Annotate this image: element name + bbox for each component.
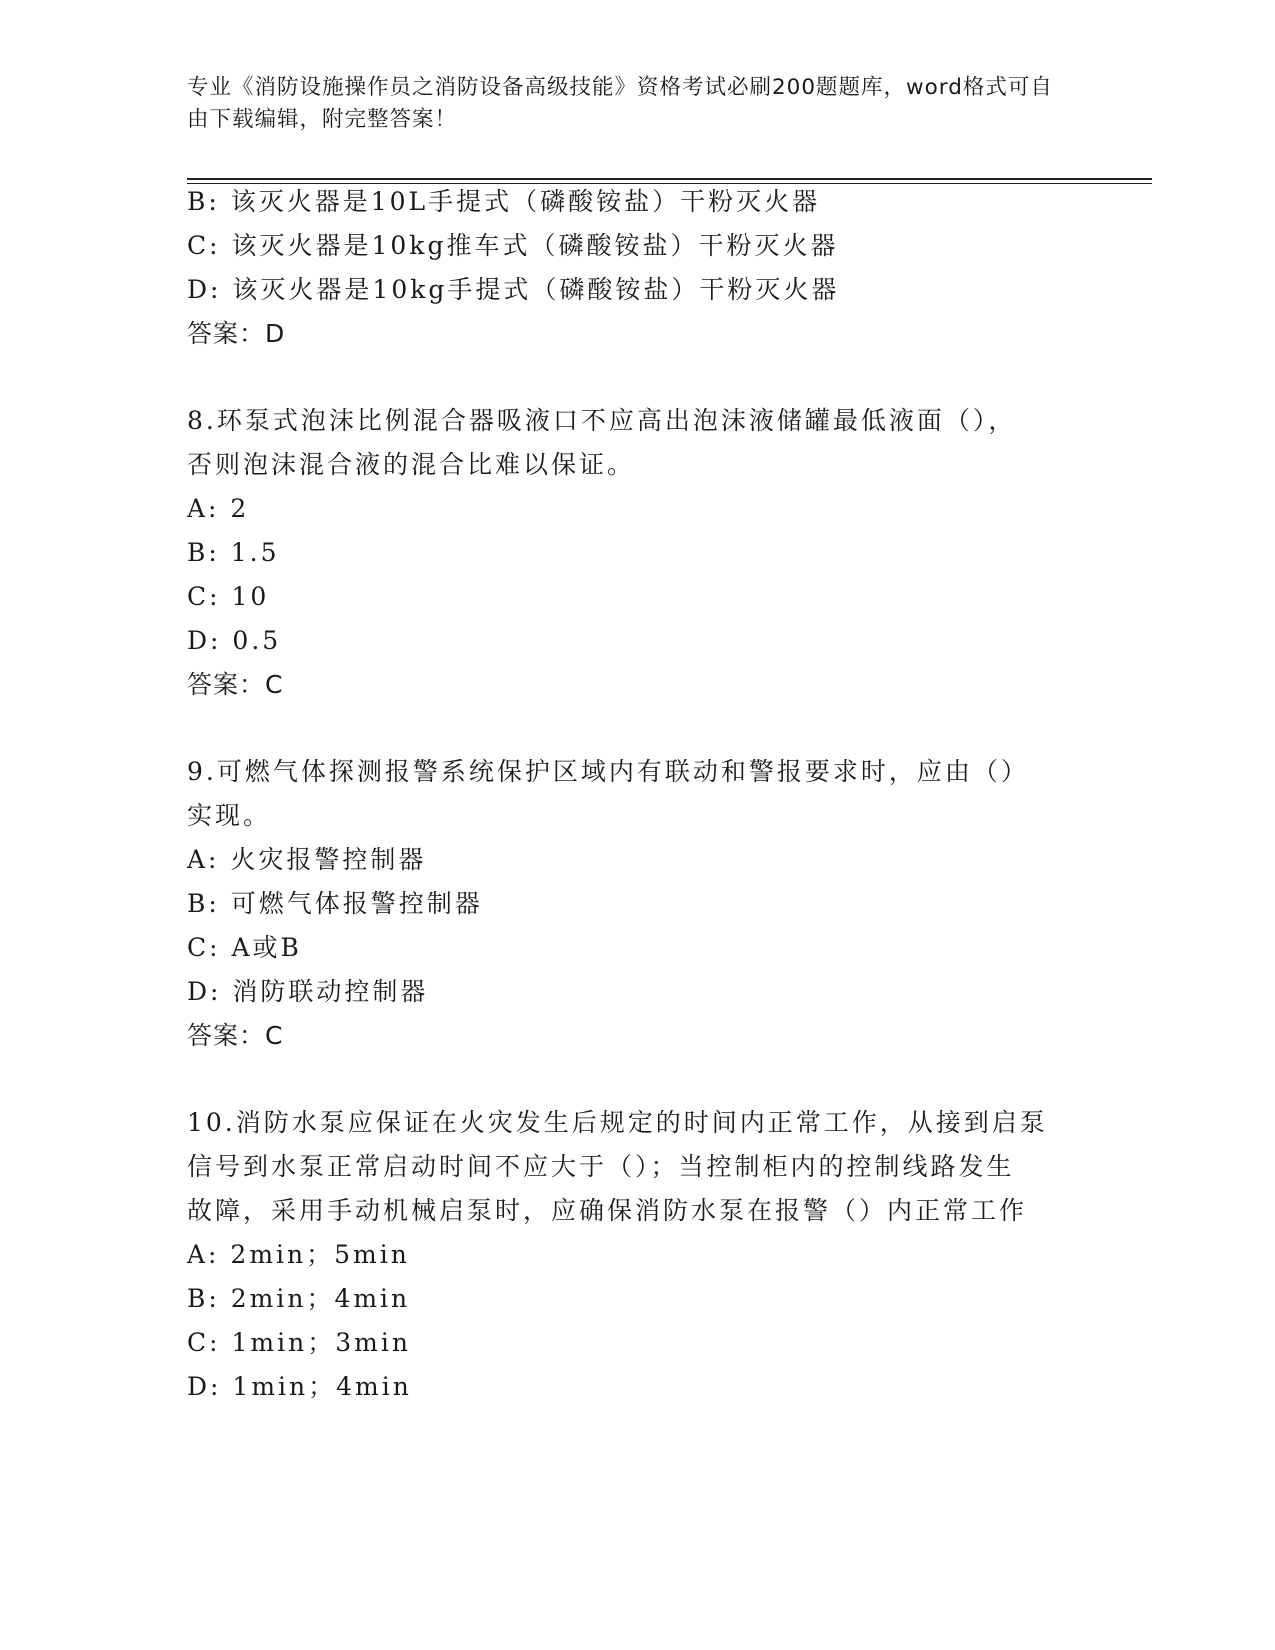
- q10-option-d: D: 1min；4min: [187, 1372, 412, 1401]
- q8-option-d: D: 0.5: [187, 626, 282, 655]
- q8-stem-line-1: 8.环泵式泡沫比例混合器吸液口不应高出泡沫液储罐最低液面（），: [187, 406, 1017, 435]
- q9-answer: 答案：C: [187, 1021, 284, 1050]
- q9-option-a: A: 火灾报警控制器: [187, 845, 427, 874]
- q10-stem-line-1: 10.消防水泵应保证在火灾发生后规定的时间内正常工作，从接到启泵: [187, 1108, 1048, 1137]
- q8-stem-line-2: 否则泡沫混合液的混合比难以保证。: [187, 450, 636, 479]
- header-divider-thin: [187, 183, 1152, 184]
- q7-option-d: D: 该灭火器是10kg手提式（磷酸铵盐）干粉灭火器: [187, 275, 840, 304]
- document-header: 专业《消防设施操作员之消防设备高级技能》资格考试必刷200题题库，word格式可自由下载编辑，附完整答案！: [187, 75, 1053, 132]
- q9-option-b: B: 可燃气体报警控制器: [187, 889, 483, 918]
- q8-option-b: B: 1.5: [187, 538, 280, 567]
- q10-stem-line-3: 故障，采用手动机械启泵时，应确保消防水泵在报警（）内正常工作: [187, 1196, 1028, 1225]
- q9-stem-line-2: 实现。: [187, 801, 272, 830]
- q8-answer: 答案：C: [187, 670, 284, 699]
- q10-option-a: A: 2min；5min: [187, 1240, 410, 1269]
- q7-option-c: C: 该灭火器是10kg推车式（磷酸铵盐）干粉灭火器: [187, 231, 839, 260]
- q10-option-c: C: 1min；3min: [187, 1328, 411, 1357]
- q9-stem-line-1: 9.可燃气体探测报警系统保护区域内有联动和警报要求时，应由（）: [187, 757, 1029, 786]
- q9-option-d: D: 消防联动控制器: [187, 977, 429, 1006]
- q8-option-c: C: 10: [187, 582, 270, 611]
- q10-option-b: B: 2min；4min: [187, 1284, 411, 1313]
- q9-option-c: C: A或B: [187, 933, 302, 962]
- q8-option-a: A: 2: [187, 494, 250, 523]
- header-divider-thick: [187, 178, 1152, 180]
- q10-stem-line-2: 信号到水泵正常启动时间不应大于（）；当控制柜内的控制线路发生: [187, 1152, 1015, 1181]
- q7-option-b: B: 该灭火器是10L手提式（磷酸铵盐）干粉灭火器: [187, 187, 821, 216]
- q7-answer: 答案：D: [187, 319, 286, 348]
